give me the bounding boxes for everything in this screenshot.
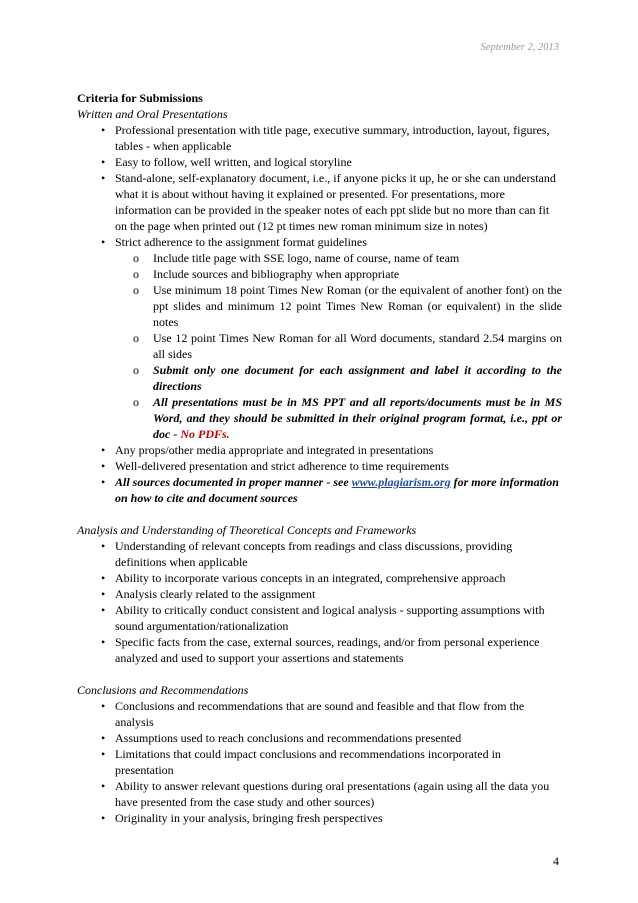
circle-bullet-icon: o xyxy=(133,363,139,377)
list-item xyxy=(77,122,562,154)
bullet-list-written-oral xyxy=(77,122,562,506)
bullet-icon: • xyxy=(101,571,106,585)
bullet-icon: • xyxy=(101,587,106,601)
sub-list-item xyxy=(77,282,562,330)
bullet-icon: • xyxy=(101,539,106,553)
list-item-text: Professional presentation with title page, executive summary, introduction, layout, figures, tables - when applicable xyxy=(115,123,550,153)
bullet-icon: • xyxy=(101,779,106,793)
list-item-text: Ability to incorporate various concepts in an integrated, comprehensive approach xyxy=(115,571,506,585)
list-item xyxy=(77,730,562,746)
list-item-text: Understanding of relevant concepts from readings and class discussions, providing definitions when applicable xyxy=(115,539,513,569)
bullet-icon: • xyxy=(101,747,106,761)
list-item xyxy=(77,634,562,666)
circle-bullet-icon: o xyxy=(133,395,139,409)
list-item xyxy=(77,698,562,730)
sub-list-item xyxy=(77,394,562,442)
list-item xyxy=(77,474,562,506)
bullet-icon: • xyxy=(101,155,106,169)
list-item xyxy=(77,170,562,234)
bullet-list-analysis xyxy=(77,538,562,666)
bullet-icon: • xyxy=(101,475,106,489)
section-title-conclusions: Conclusions and Recommendations xyxy=(77,683,249,697)
circle-bullet-icon: o xyxy=(133,331,139,345)
sub-list-item-text: Use 12 point Times New Roman for all Word documents, standard 2.54 margins on all sides xyxy=(153,331,562,361)
list-item-text: Ability to answer relevant questions during oral presentations (again using all the data you have presented from the case study and other sources) xyxy=(115,779,550,809)
list-item xyxy=(77,442,562,458)
sub-list-item-text: Use minimum 18 point Times New Roman (or the equivalent of another font) on the ppt slides and minimum 12 point Times New Roman (or equivalent) in the slide notes xyxy=(153,283,562,329)
sub-list-item-text: Include sources and bibliography when appropriate xyxy=(153,267,400,281)
list-item-text: Limitations that could impact conclusions and recommendations incorporated in presentation xyxy=(115,747,501,777)
bullet-icon: • xyxy=(101,635,106,649)
criteria-title: Criteria for Submissions xyxy=(77,91,203,105)
list-item-text: Conclusions and recommendations that are sound and feasible and that flow from the analysis xyxy=(115,699,525,729)
plagiarism-link[interactable]: www.plagiarism.org xyxy=(351,475,451,489)
list-item xyxy=(77,586,562,602)
header-date: September 2, 2013 xyxy=(480,42,559,53)
bullet-icon: • xyxy=(101,459,106,473)
sub-list-item xyxy=(77,330,562,362)
circle-bullet-icon: o xyxy=(133,267,139,281)
list-item-text: for more information on how to cite and document sources xyxy=(115,475,559,505)
bullet-icon: • xyxy=(101,123,106,137)
bullet-icon: • xyxy=(101,443,106,457)
list-item-text: Analysis clearly related to the assignment xyxy=(115,587,316,601)
sub-list-item-text: Submit only one document for each assignment and label it according to the directions xyxy=(153,363,562,393)
list-item xyxy=(77,602,562,634)
list-item-text: Stand-alone, self-explanatory document, i.e., if anyone picks it up, he or she can understand what it is about without having it explained or presented. For presentations, more information can be provided in the speaker notes of each ppt slide but no more than can fit on the page when printed out (12 pt times new roman minimum size in notes) xyxy=(115,171,556,233)
sub-list-item-text: All presentations must be in MS PPT and all reports/documents must be in MS Word, and they should be submitted in their original program format, i.e., ppt or doc - xyxy=(153,395,562,441)
list-item xyxy=(77,778,562,810)
bullet-icon: • xyxy=(101,731,106,745)
list-item-text: Easy to follow, well written, and logical storyline xyxy=(115,155,352,169)
list-item xyxy=(77,810,562,826)
list-item xyxy=(77,234,562,442)
no-pdfs-warning: No PDFs. xyxy=(180,427,230,441)
list-item xyxy=(77,154,562,170)
circle-bullet-icon: o xyxy=(133,251,139,265)
bullet-icon: • xyxy=(101,603,106,617)
list-item-text: Assumptions used to reach conclusions and recommendations presented xyxy=(115,731,462,745)
section-title-analysis: Analysis and Understanding of Theoretical Concepts and Frameworks xyxy=(77,523,417,537)
list-item xyxy=(77,570,562,586)
sub-bullet-list xyxy=(77,250,562,442)
list-item xyxy=(77,458,562,474)
sub-list-item xyxy=(77,266,562,282)
bullet-icon: • xyxy=(101,699,106,713)
list-item-text: Originality in your analysis, bringing fresh perspectives xyxy=(115,811,383,825)
list-item-text: Well-delivered presentation and strict adherence to time requirements xyxy=(115,459,449,473)
list-item-text: All sources documented in proper manner - see xyxy=(115,475,352,489)
list-item xyxy=(77,538,562,570)
list-item-text: Ability to critically conduct consistent and logical analysis - supporting assumptions with sound argumentation/rationalization xyxy=(115,603,545,633)
list-item xyxy=(77,746,562,778)
sub-list-item xyxy=(77,250,562,266)
bullet-icon: • xyxy=(101,235,106,249)
bullet-list-conclusions xyxy=(77,698,562,826)
bullet-icon: • xyxy=(101,171,106,185)
document-body xyxy=(77,90,562,826)
section-title-written-oral: Written and Oral Presentations xyxy=(77,107,228,121)
circle-bullet-icon: o xyxy=(133,283,139,297)
sub-list-item xyxy=(77,362,562,394)
sub-list-item-text: Include title page with SSE logo, name of course, name of team xyxy=(153,251,460,265)
list-item-text: Any props/other media appropriate and integrated in presentations xyxy=(115,443,434,457)
list-item-text: Specific facts from the case, external sources, readings, and/or from personal experience analyzed and used to support your assertions and statements xyxy=(115,635,540,665)
page-number: 4 xyxy=(553,854,559,868)
bullet-icon: • xyxy=(101,811,106,825)
list-item-text: Strict adherence to the assignment format guidelines xyxy=(115,235,367,249)
